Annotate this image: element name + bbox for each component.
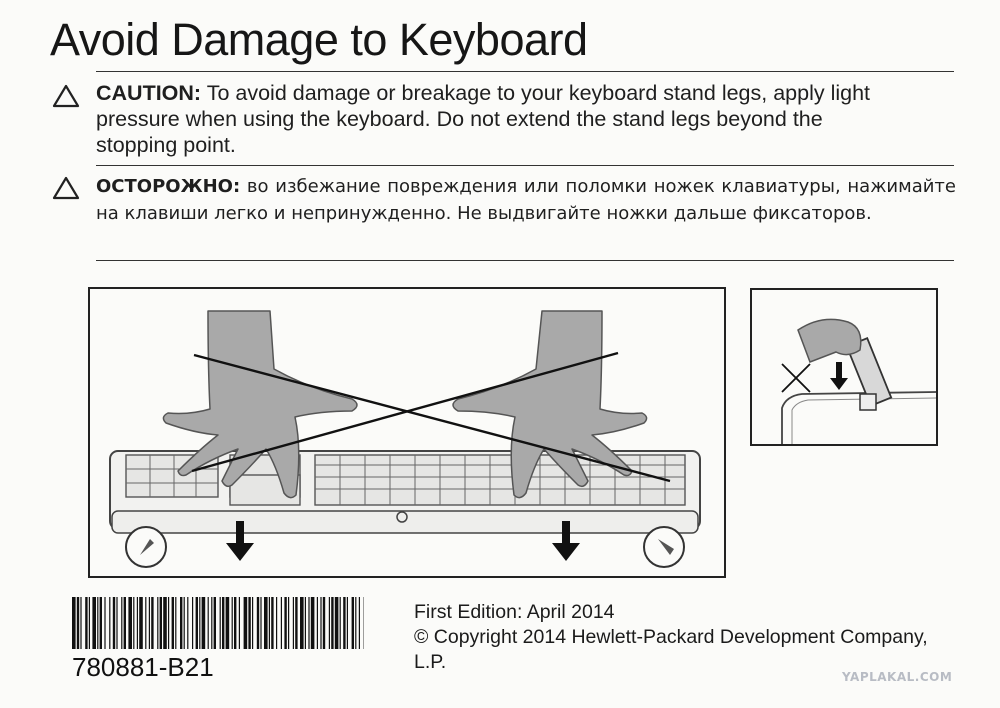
caution-line-3: stopping point. xyxy=(96,133,236,157)
barcode-bar xyxy=(163,597,167,649)
barcode-bar xyxy=(320,597,321,649)
divider-top xyxy=(96,71,954,72)
barcode-bar xyxy=(109,597,110,649)
barcode-bar xyxy=(288,597,289,649)
barcode-bar xyxy=(269,597,270,649)
barcode-bar xyxy=(104,597,105,649)
caution-ru-text: во избежание повреждения или поломки ножек клавиатуры, нажимайте на клавиши легко и непринужденно. Не выдвигайте ножки дальше фиксаторов. xyxy=(96,176,956,224)
barcode-bar xyxy=(121,597,122,649)
barcode-bar xyxy=(85,597,87,649)
barcode-bar xyxy=(239,597,240,649)
barcode-bar xyxy=(128,597,132,649)
barcode-bar xyxy=(359,597,360,649)
edition-line: First Edition: April 2014 xyxy=(414,601,615,623)
barcode-bar xyxy=(248,597,250,649)
hands-on-keyboard-illustration xyxy=(90,289,724,576)
stand-leg-illustration xyxy=(750,288,938,446)
warning-triangle-icon xyxy=(52,176,80,200)
stand-leg-detail-illustration xyxy=(752,290,936,444)
barcode-bar xyxy=(276,597,277,649)
barcode-bar xyxy=(260,597,261,649)
barcode-bar xyxy=(352,597,354,649)
barcode-bar xyxy=(77,597,79,649)
barcode-bar xyxy=(323,597,325,649)
barcode-bar xyxy=(208,597,209,649)
barcode-bar xyxy=(151,597,153,649)
barcode-bar xyxy=(92,597,96,649)
barcode-bar xyxy=(97,597,98,649)
barcode-bar xyxy=(214,597,216,649)
barcode-bar xyxy=(220,597,221,649)
barcode-bar xyxy=(317,597,318,649)
barcode-bar xyxy=(264,597,268,649)
barcode-bar xyxy=(244,597,248,649)
warning-triangle-icon xyxy=(52,84,80,108)
barcode-bar xyxy=(234,597,236,649)
barcode-bar xyxy=(139,597,143,649)
barcode-bar xyxy=(281,597,282,649)
barcode-bar xyxy=(347,597,348,649)
barcode-bar xyxy=(284,597,286,649)
barcode-bar xyxy=(199,597,200,649)
barcode-bar xyxy=(343,597,345,649)
caution-ru-label: ОСТОРОЖНО: xyxy=(96,176,241,197)
barcode-bar xyxy=(116,597,117,649)
barcode xyxy=(72,597,364,649)
barcode-bar xyxy=(80,597,81,649)
copyright-line-2: L.P. xyxy=(414,651,447,673)
barcode-bar xyxy=(196,597,198,649)
barcode-bar xyxy=(124,597,126,649)
barcode-bar xyxy=(293,597,294,649)
barcode-bar xyxy=(308,597,309,649)
barcode-bar xyxy=(340,597,341,649)
caution-line-2: pressure when using the keyboard. Do not extend the stand legs beyond the xyxy=(96,107,823,131)
barcode-bar xyxy=(72,597,76,649)
caution-russian xyxy=(96,173,956,227)
barcode-bar xyxy=(113,597,115,649)
barcode-bar xyxy=(184,597,185,649)
watermark: YAPLAKAL.COM xyxy=(842,670,953,684)
barcode-bar xyxy=(175,597,176,649)
copyright-line-1: © Copyright 2014 Hewlett-Packard Development Company, xyxy=(414,626,928,648)
barcode-bar xyxy=(305,597,306,649)
barcode-bar xyxy=(172,597,174,649)
barcode-bar xyxy=(168,597,169,649)
barcode-bar xyxy=(145,597,146,649)
barcode-bar xyxy=(211,597,212,649)
barcode-bar xyxy=(295,597,297,649)
edition-block xyxy=(414,600,928,675)
barcode-bar xyxy=(335,597,339,649)
barcode-bar xyxy=(331,597,333,649)
barcode-bar xyxy=(300,597,304,649)
divider-middle xyxy=(96,165,954,166)
barcode-bar xyxy=(329,597,330,649)
barcode-bar xyxy=(226,597,230,649)
barcode-bar xyxy=(311,597,315,649)
barcode-bar xyxy=(232,597,233,649)
barcode-bar xyxy=(160,597,162,649)
keyboard-illustration xyxy=(88,287,726,578)
caution-label: CAUTION: xyxy=(96,81,202,105)
caution-english xyxy=(96,80,956,158)
barcode-bar xyxy=(222,597,224,649)
barcode-bar xyxy=(157,597,158,649)
barcode-bar xyxy=(257,597,259,649)
page-title: Avoid Damage to Keyboard xyxy=(50,14,588,65)
barcode-bar xyxy=(149,597,150,649)
barcode-bar xyxy=(202,597,206,649)
barcode-bar xyxy=(89,597,90,649)
barcode-bar xyxy=(252,597,253,649)
barcode-bar xyxy=(133,597,134,649)
barcode-bar xyxy=(271,597,273,649)
barcode-bar xyxy=(187,597,188,649)
barcode-bar xyxy=(192,597,193,649)
barcode-bar xyxy=(137,597,138,649)
barcode-bar xyxy=(355,597,356,649)
barcode-bar xyxy=(100,597,102,649)
caution-line-1: To avoid damage or breakage to your keyboard stand legs, apply light xyxy=(201,81,871,105)
part-number: 780881-B21 xyxy=(72,652,214,682)
barcode-bar xyxy=(180,597,182,649)
divider-bottom xyxy=(96,260,954,261)
